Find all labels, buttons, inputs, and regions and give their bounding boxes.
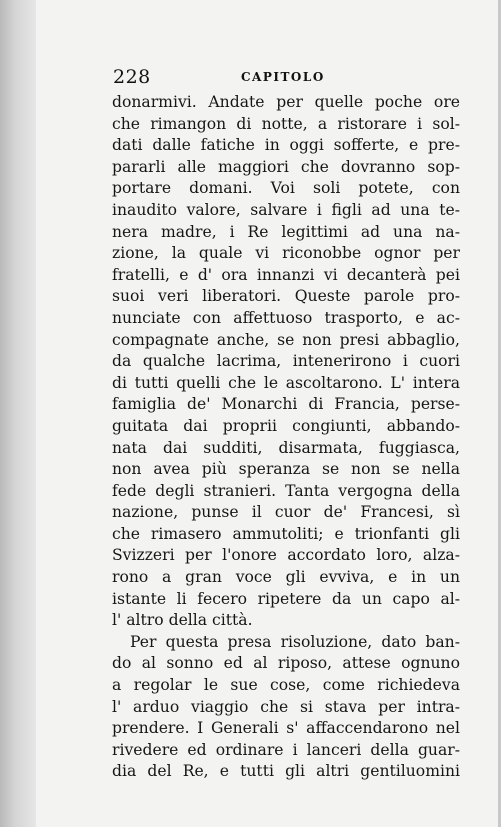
text-line: zione, la quale vi riconobbe ognor per [112, 244, 460, 263]
text-line: guitata dai proprii congiunti, abbando- [112, 416, 460, 435]
text-line: nunciate con affettuoso trasporto, e ac- [112, 308, 460, 327]
page-number: 228 [113, 66, 151, 88]
text-line: fede degli stranieri. Tanta vergogna della [112, 481, 460, 500]
text-line: da qualche lacrima, intenerirono i cuori [112, 352, 460, 371]
text-line: donarmivi. Andate per quelle poche ore [112, 93, 460, 111]
text-line: Svizzeri per l'onore accordato loro, alza- [112, 546, 460, 565]
text-line: Per questa presa risoluzione, dato ban- [130, 632, 460, 651]
text-line: che rimasero ammutoliti; e trionfanti gli [112, 524, 460, 543]
text-line: l' arduo viaggio che si stava per intra- [112, 697, 460, 716]
text-line: fratelli, e d' ora innanzi vi decanterà pei [112, 265, 460, 284]
text-line: inaudito valore, salvare i figli ad una te- [112, 200, 460, 219]
text-line: l' altro della città. [112, 611, 253, 630]
running-head: CAPITOLO [241, 70, 325, 84]
text-line: a regolar le sue cose, come richiedeva [112, 676, 460, 695]
text-line: rivedere ed ordinare i lanceri della guar- [112, 740, 460, 759]
text-line: che rimangon di notte, a ristorare i sol- [112, 114, 460, 133]
text-line: di tutti quelli che le ascoltarono. L' intera [112, 373, 460, 392]
body-text [112, 92, 460, 783]
text-line: non avea più speranza se non se nella [112, 460, 460, 479]
text-line: istante li fecero ripetere da un capo al- [112, 589, 460, 608]
text-line: pararli alle maggiori che dovranno sop- [112, 157, 460, 176]
text-line: compagnate anche, se non presi abbaglio, [112, 330, 460, 349]
text-line: do al sonno ed al riposo, attese ognuno [112, 654, 460, 673]
text-line: suoi veri liberatori. Queste parole pro- [112, 287, 460, 306]
text-line: dia del Re, e tutti gli altri gentiluomini [112, 762, 460, 781]
text-line: nazione, punse il cuor de' Francesi, sì [112, 503, 460, 522]
page-header [113, 66, 458, 92]
page-gutter-shadow [0, 0, 36, 827]
text-line: prendere. I Generali s' affaccendarono nel [112, 719, 460, 738]
text-line: nera madre, i Re legittimi ad una na- [112, 222, 460, 241]
text-line: dati dalle fatiche in oggi sofferte, e pre- [112, 136, 460, 155]
text-line: nata dai sudditi, disarmata, fuggiasca, [112, 438, 460, 457]
text-line: portare domani. Voi soli potete, con [112, 179, 460, 198]
text-line: rono a gran voce gli evviva, e in un [112, 568, 460, 587]
text-line: famiglia de' Monarchi di Francia, perse- [112, 395, 460, 414]
